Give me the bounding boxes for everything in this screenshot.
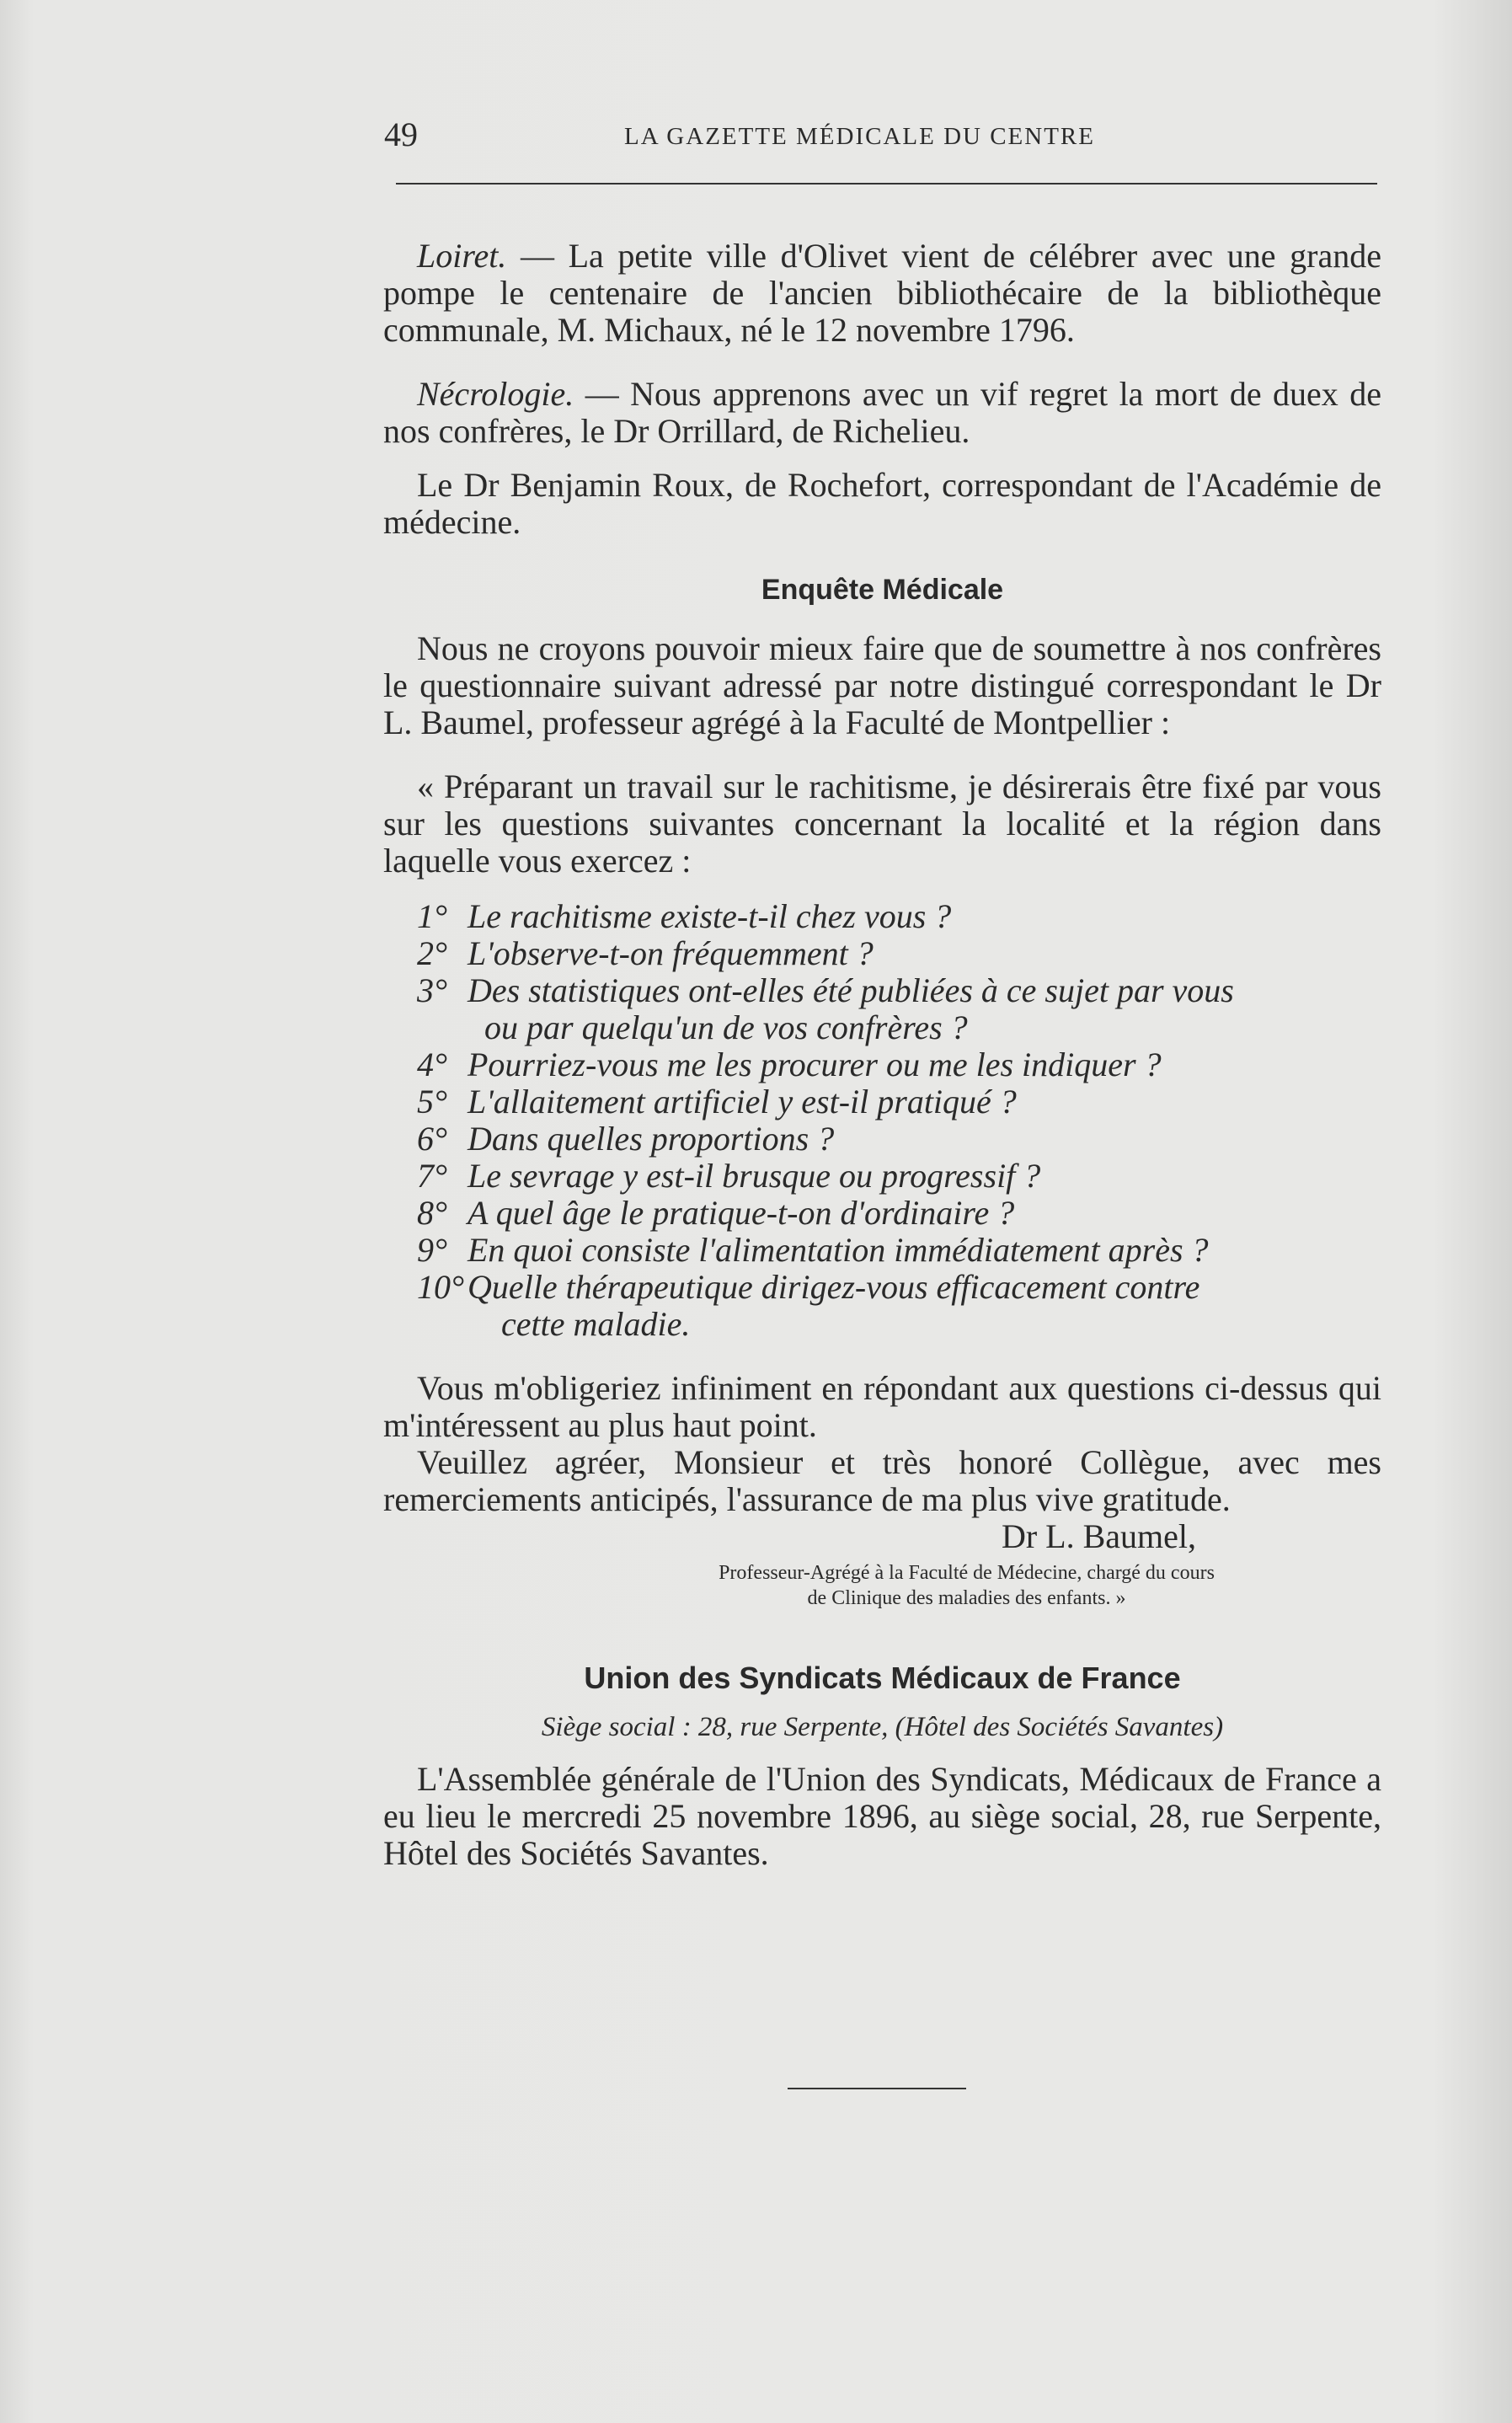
letter-intro: « Préparant un travail sur le rachitisme, je désirerais être fixé par vous sur les questions suivantes concernant la localité et la région dans laquelle vous exercez : — [383, 768, 1381, 880]
signature: Dr L. Baumel, — [1001, 1517, 1196, 1555]
page-number: 49 — [384, 115, 418, 153]
necrologie-paragraph — [383, 376, 1381, 450]
question-item — [383, 1121, 1381, 1158]
question-number: 5° — [417, 1083, 447, 1121]
union-title: Union des Syndicats Médicaux de France — [584, 1661, 1181, 1695]
question-number: 4° — [417, 1046, 447, 1083]
question-item — [383, 898, 1381, 935]
question-number: 6° — [417, 1120, 447, 1158]
loiret-lead: Loiret. — [417, 237, 507, 275]
question-item — [383, 972, 1381, 1009]
question-item — [383, 1158, 1381, 1195]
question-number: 9° — [417, 1231, 447, 1269]
signature-note — [552, 1560, 1381, 1611]
signature-note-line-2: de Clinique des maladies des enfants. » — [807, 1587, 1126, 1609]
question-text: Dans quelles proportions ? — [467, 1120, 835, 1158]
question-item — [383, 1269, 1381, 1306]
question-text: L'observe-t-on fréquemment ? — [467, 934, 874, 972]
roux-paragraph: Le Dr Benjamin Roux, de Rochefort, correspondant de l'Académie de médecine. — [383, 466, 1381, 541]
union-subtitle: Siège social : 28, rue Serpente, (Hôtel des Sociétés Savantes) — [541, 1712, 1224, 1742]
necrologie-text: — Nous apprenons avec un vif regret la mort de duex de nos confrères, le Dr Orrillard, de Richelieu. — [383, 375, 1381, 450]
question-item — [383, 935, 1381, 972]
question-text: Des statistiques ont-elles été publiées à ce sujet par vous — [467, 971, 1234, 1009]
question-number: 2° — [417, 934, 447, 972]
question-item — [383, 1083, 1381, 1121]
signature-note-line-1: Professeur-Agrégé à la Faculté de Médecine, chargé du cours — [719, 1562, 1215, 1584]
loiret-paragraph — [383, 238, 1381, 349]
question-text: A quel âge le pratique-t-on d'ordinaire ? — [467, 1194, 1015, 1232]
enquete-intro: Nous ne croyons pouvoir mieux faire que de soumettre à nos confrères le questionnaire suivant adressé par notre distingué correspondant le Dr L. Baumel, professeur agrégé à la Faculté de Montpellier : — [383, 629, 1381, 741]
page-header — [384, 115, 1378, 157]
page-body — [383, 238, 1381, 1872]
question-continuation: ou par quelqu'un de vos confrères ? — [484, 1008, 968, 1046]
question-number: 1° — [417, 897, 447, 935]
question-text: Pourriez-vous me les procurer ou me les indiquer ? — [467, 1046, 1162, 1083]
question-continuation: cette maladie. — [501, 1305, 691, 1343]
question-text: L'allaitement artificiel y est-il pratiqué ? — [467, 1083, 1017, 1121]
loiret-text: — La petite ville d'Olivet vient de célébrer avec une grande pompe le centenaire de l'ancien bibliothécaire de la bibliothèque communale, M. Michaux, né le 12 novembre 1796. — [383, 237, 1381, 349]
question-text: Le sevrage y est-il brusque ou progressif ? — [467, 1157, 1041, 1195]
question-number: 3° — [417, 971, 447, 1009]
header-rule — [396, 183, 1377, 185]
union-paragraph: L'Assemblée générale de l'Union des Syndicats, Médicaux de France a eu lieu le mercredi 25 novembre 1896, au siège social, 28, rue Serpente, Hôtel des Sociétés Savantes. — [383, 1760, 1381, 1872]
question-text: Quelle thérapeutique dirigez-vous efficacement contre — [467, 1268, 1200, 1306]
running-title: LA GAZETTE MÉDICALE DU CENTRE — [624, 123, 1095, 150]
end-rule — [788, 2088, 966, 2089]
question-item — [383, 1232, 1381, 1269]
enquete-title: Enquête Médicale — [761, 574, 1004, 606]
question-list — [383, 898, 1381, 1343]
closing-paragraph-2: Veuillez agréer, Monsieur et très honoré Collègue, avec mes remerciements anticipés, l'assurance de ma plus vive gratitude. — [383, 1443, 1381, 1518]
question-text: En quoi consiste l'alimentation immédiatement après ? — [467, 1231, 1209, 1269]
necrologie-lead: Nécrologie. — [417, 375, 574, 413]
closing-paragraph-1: Vous m'obligeriez infiniment en répondant aux questions ci-dessus qui m'intéressent au plus haut point. — [383, 1369, 1381, 1444]
question-number: 7° — [417, 1157, 447, 1195]
question-number: 10° — [417, 1268, 464, 1306]
question-text: Le rachitisme existe-t-il chez vous ? — [467, 897, 952, 935]
question-item — [383, 1195, 1381, 1232]
question-item — [383, 1046, 1381, 1083]
question-number: 8° — [417, 1194, 447, 1232]
